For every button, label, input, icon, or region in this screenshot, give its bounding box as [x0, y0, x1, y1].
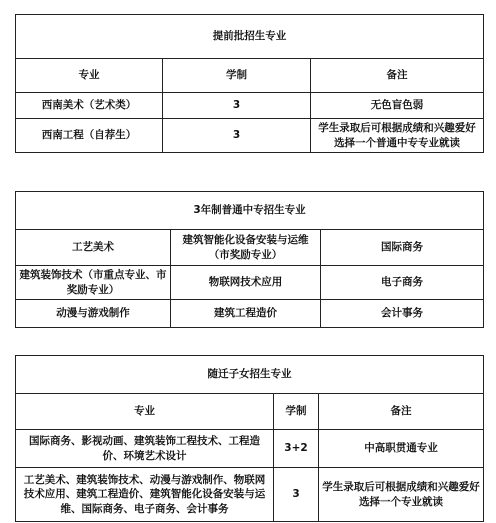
header-duration: 学制: [163, 59, 311, 93]
major-cell: 建筑工程造价: [171, 300, 321, 328]
header-duration: 学制: [274, 394, 319, 430]
duration-cell: 3+2: [274, 430, 319, 468]
table-row: [16, 266, 484, 300]
table-header-row: [16, 59, 484, 93]
regular-secondary-table: [15, 191, 484, 328]
major-cell: 国际商务: [321, 230, 484, 266]
table-title-row: [16, 192, 484, 230]
major-cell: 工艺美术: [16, 230, 171, 266]
table-row: [16, 119, 484, 153]
header-major: 专业: [16, 59, 163, 93]
major-cell: 物联网技术应用: [171, 266, 321, 300]
notes-cell: 学生录取后可根据成绩和兴趣爱好选择一个普通中专专业就读: [311, 119, 484, 153]
table-header-row: [16, 394, 484, 430]
table-row: [16, 93, 484, 119]
major-cell: 会计事务: [321, 300, 484, 328]
major-cell: 建筑智能化设备安装与运维（市奖励专业）: [171, 230, 321, 266]
header-notes: 备注: [311, 59, 484, 93]
table-title: 随迁子女招生专业: [16, 356, 484, 394]
major-cell: 动漫与游戏制作: [16, 300, 171, 328]
major-cell: 国际商务、影视动画、建筑装饰工程技术、工程造价、环境艺术设计: [16, 430, 274, 468]
major-cell: 建筑装饰技术（市重点专业、市奖励专业）: [16, 266, 171, 300]
table-title-row: [16, 15, 484, 59]
notes-cell: 学生录取后可根据成绩和兴趣爱好选择一个专业就读: [319, 468, 484, 522]
notes-cell: 中高职贯通专业: [319, 430, 484, 468]
header-major: 专业: [16, 394, 274, 430]
duration-cell: 3: [163, 93, 311, 119]
table-row: [16, 430, 484, 468]
migrant-children-table: [15, 355, 484, 522]
notes-cell: 无色盲色弱: [311, 93, 484, 119]
major-cell: 电子商务: [321, 266, 484, 300]
table-title: 3年制普通中专招生专业: [16, 192, 484, 230]
table-title: 提前批招生专业: [16, 15, 484, 59]
header-notes: 备注: [319, 394, 484, 430]
table-row: [16, 230, 484, 266]
early-batch-table: [15, 14, 484, 153]
table-title-row: [16, 356, 484, 394]
major-cell: 西南工程（自荐生）: [16, 119, 163, 153]
table-row: [16, 468, 484, 522]
table-row: [16, 300, 484, 328]
duration-cell: 3: [274, 468, 319, 522]
major-cell: 工艺美术、建筑装饰技术、动漫与游戏制作、物联网技术应用、建筑工程造价、建筑智能化设备安装与运维、国际商务、电子商务、会计事务: [16, 468, 274, 522]
major-cell: 西南美术（艺术类）: [16, 93, 163, 119]
duration-cell: 3: [163, 119, 311, 153]
